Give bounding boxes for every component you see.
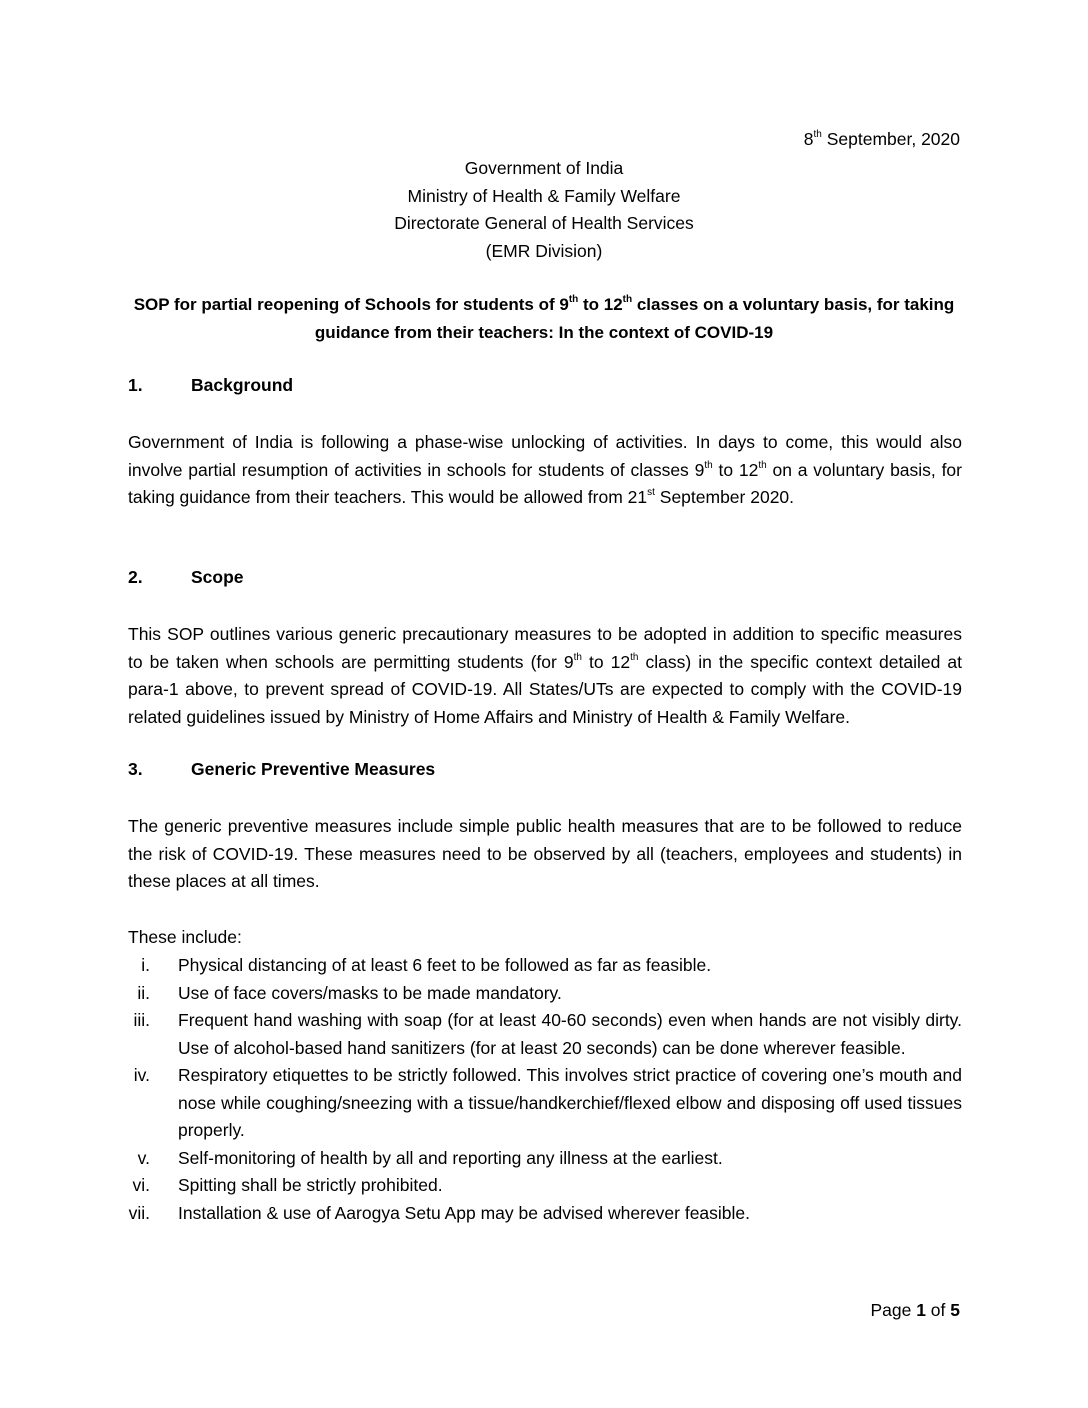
- paragraph-text: to 12: [712, 459, 759, 480]
- date-day-suffix: th: [813, 129, 822, 141]
- paragraph-text: This SOP outlines various generic precautionary measures to be adopted in addition to specific measures to be taken when schools are permitting students (for 9: [128, 624, 962, 672]
- header-line-directorate: Directorate General of Health Services: [394, 213, 694, 233]
- list-item: [100, 1172, 962, 1200]
- section-heading-generic-measures: [128, 759, 435, 780]
- paragraph-sup: th: [573, 651, 582, 663]
- page-number-footer: [870, 1300, 960, 1321]
- list-item: [100, 952, 962, 980]
- list-item: [100, 980, 962, 1008]
- list-item: [100, 1062, 962, 1145]
- list-item-number: ii.: [137, 982, 150, 1003]
- header-line-ministry: Ministry of Health & Family Welfare: [407, 185, 681, 206]
- title-part: classes on a voluntary basis, for taking guidance from their teachers: In the context of COVID-19: [314, 295, 955, 342]
- list-item-number: vi.: [132, 1175, 150, 1195]
- list-item-text: Installation & use of Aarogya Setu App may be advised wherever feasible.: [178, 1202, 751, 1223]
- paragraph-text: to 12: [581, 651, 631, 672]
- date-day: 8: [803, 129, 814, 149]
- list-item-number: vii.: [128, 1202, 150, 1223]
- list-item: [100, 1007, 962, 1062]
- list-item-text: Respiratory etiquettes to be strictly followed. This involves strict practice of covering one’s mouth and nose while coughing/sneezing with a tissue/handkerchief/flexed elbow and disposing off used tissues properly.: [178, 1065, 962, 1140]
- list-item-number: v.: [137, 1147, 150, 1168]
- list-item-number: i.: [141, 955, 150, 975]
- list-item-text: Physical distancing of at least 6 feet to be followed as far as feasible.: [178, 955, 712, 975]
- list-item: [100, 1145, 962, 1173]
- header-line-division: (EMR Division): [485, 240, 603, 261]
- section-title: Background: [191, 375, 294, 395]
- section-heading-scope: [128, 567, 244, 588]
- paragraph-text: Government of India is following a phase-wise unlocking of activities. In days to come, this would also involve partial resumption of activities in schools for students of classes 9: [128, 432, 962, 480]
- includes-label: These include:: [128, 927, 242, 947]
- document-title: [128, 291, 960, 346]
- section-number: 1.: [128, 375, 143, 395]
- list-item-text: Self-monitoring of health by all and reporting any illness at the earliest.: [178, 1147, 723, 1168]
- date-rest: September, 2020: [821, 129, 960, 149]
- measures-list: [100, 952, 962, 1227]
- title-sup: th: [622, 294, 633, 306]
- section-heading-background: [128, 375, 293, 396]
- section-number: 3.: [128, 759, 143, 779]
- list-item-text: Frequent hand washing with soap (for at least 40-60 seconds) even when hands are not visibly dirty. Use of alcohol-based hand sanitizers (for at least 20 seconds) can be done wherever feasible.: [178, 1010, 962, 1058]
- page-label: Page: [870, 1300, 917, 1320]
- paragraph-text: class) in the specific context detailed at para-1 above, to prevent spread of COVID-19. All States/UTs are expected to comply with the COVID-19 related guidelines issued by Ministry of Home Affairs and Ministry of Health & Family Welfare.: [128, 651, 962, 727]
- header-line-government: Government of India: [464, 158, 624, 178]
- list-item-number: iii.: [133, 1010, 150, 1030]
- current-page-number: 1: [916, 1300, 926, 1320]
- generic-intro-paragraph: The generic preventive measures include simple public health measures that are to be followed to reduce the risk of COVID-19. These measures need to be observed by all (teachers, employees and students) in these places at all times.: [128, 816, 962, 891]
- list-item: [100, 1200, 962, 1228]
- section-number: 2.: [128, 567, 143, 587]
- scope-paragraph: [128, 621, 962, 731]
- paragraph-sup: th: [758, 459, 767, 471]
- title-part: SOP for partial reopening of Schools for students of 9: [133, 295, 569, 314]
- list-item-text: Spitting shall be strictly prohibited.: [178, 1175, 443, 1195]
- paragraph-text: on a voluntary basis, for taking guidance from their teachers. This would be allowed from 21: [128, 459, 962, 507]
- issuing-authority: [0, 155, 1088, 265]
- section-title: Scope: [191, 567, 244, 587]
- list-item-text: Use of face covers/masks to be made mandatory.: [178, 982, 562, 1003]
- title-part: to 12: [578, 295, 623, 314]
- section-title: Generic Preventive Measures: [191, 759, 436, 779]
- title-sup: th: [568, 294, 579, 306]
- paragraph-sup: th: [704, 459, 713, 471]
- paragraph-text: September 2020.: [654, 487, 795, 507]
- document-date: [804, 129, 960, 150]
- page-of-label: of: [925, 1300, 951, 1320]
- paragraph-sup: th: [630, 651, 639, 663]
- paragraph-sup: st: [647, 487, 655, 499]
- list-item-number: iv.: [133, 1065, 150, 1085]
- background-paragraph: [128, 429, 962, 512]
- total-page-count: 5: [950, 1300, 960, 1320]
